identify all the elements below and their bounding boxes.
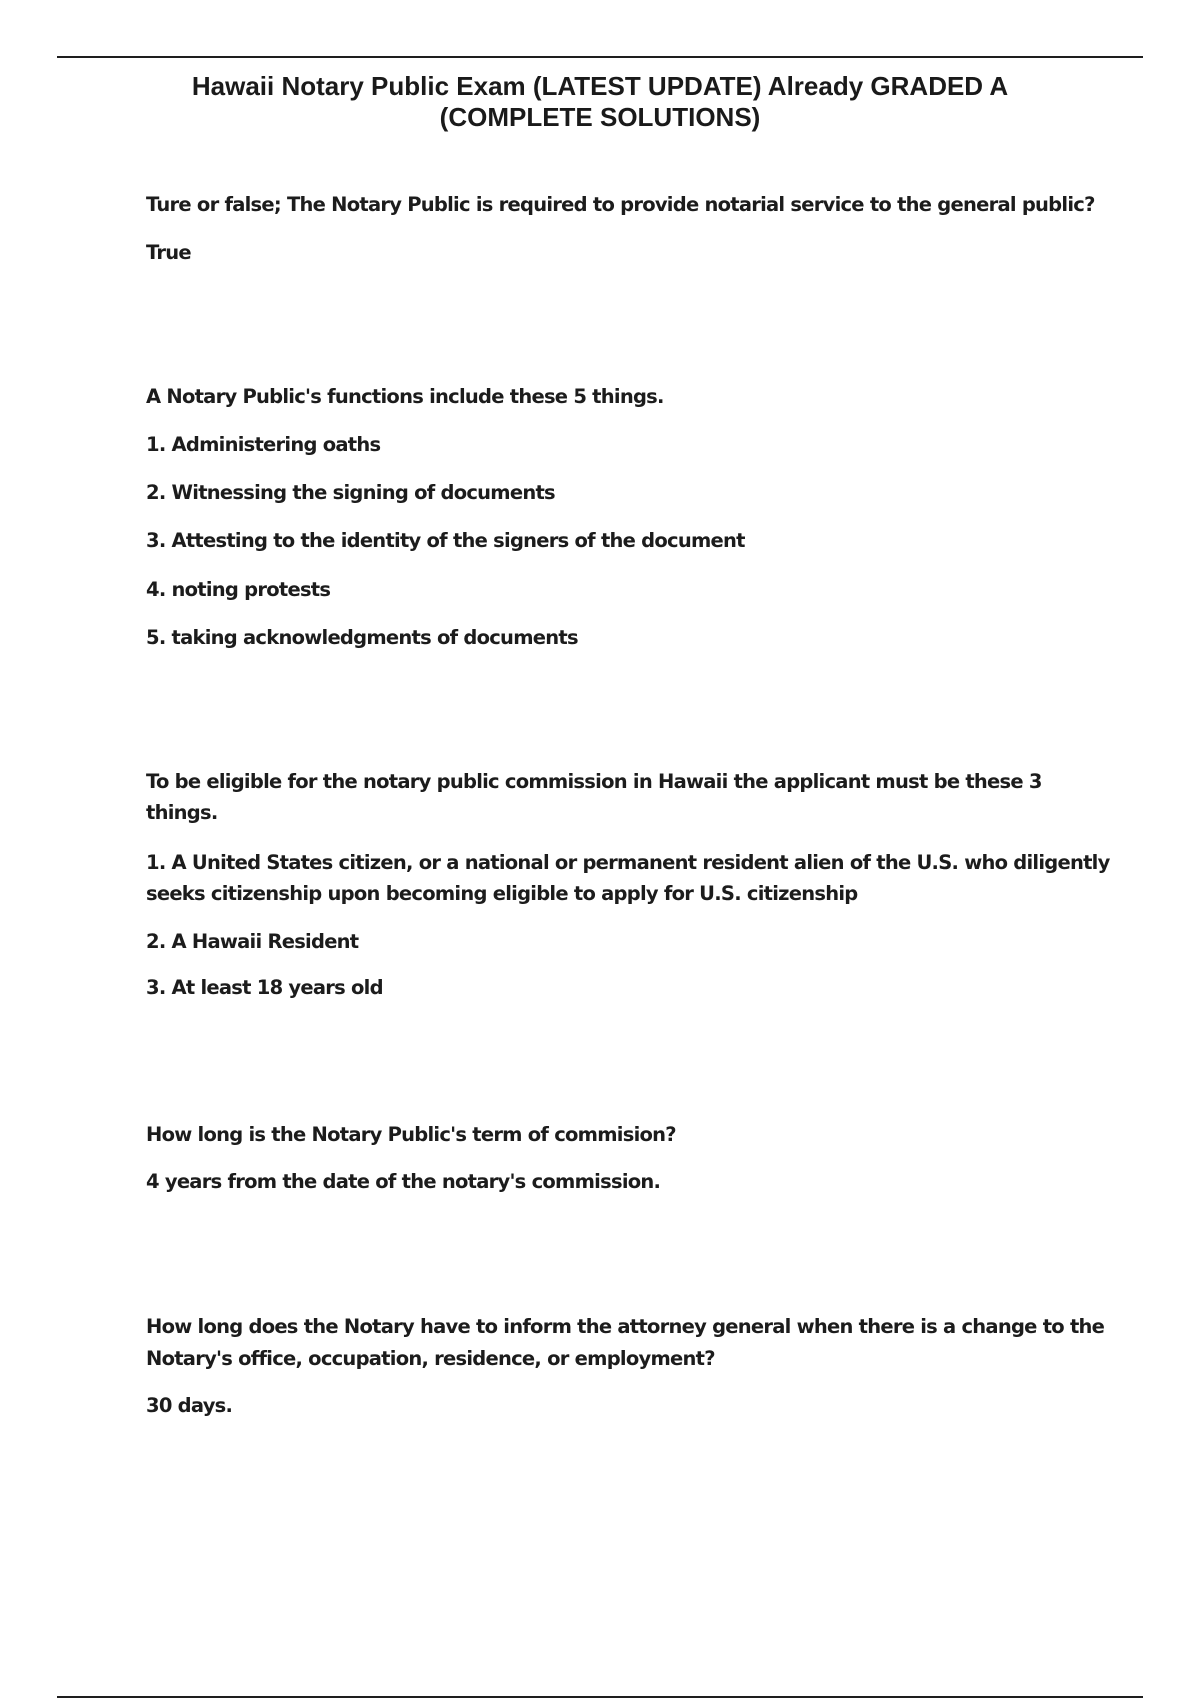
- answer-3-item-3: 3. At least 18 years old: [146, 976, 383, 999]
- answer-3-item-1-line-2: seeks citizenship upon becoming eligible to apply for U.S. citizenship: [146, 882, 858, 905]
- question-3-line-2: things.: [146, 801, 218, 824]
- question-2: A Notary Public's functions include these 5 things.: [146, 385, 664, 408]
- answer-2-item-2: 2. Witnessing the signing of documents: [146, 481, 555, 504]
- document-title: [100, 71, 1100, 133]
- top-rule: [57, 56, 1143, 58]
- question-5-line-2: Notary's office, occupation, residence, or employment?: [146, 1347, 715, 1370]
- question-3-line-1: To be eligible for the notary public commission in Hawaii the applicant must be these 3: [146, 770, 1042, 793]
- answer-3-item-2: 2. A Hawaii Resident: [146, 930, 359, 953]
- answer-2-item-3: 3. Attesting to the identity of the signers of the document: [146, 529, 745, 552]
- answer-3-item-1-line-1: 1. A United States citizen, or a national or permanent resident alien of the U.S. who diligently: [146, 851, 1110, 874]
- question-4: How long is the Notary Public's term of commision?: [146, 1123, 676, 1146]
- question-5-line-1: How long does the Notary have to inform the attorney general when there is a change to the: [146, 1315, 1105, 1338]
- title-line-2: (COMPLETE SOLUTIONS): [439, 102, 761, 132]
- answer-2-item-5: 5. taking acknowledgments of documents: [146, 626, 578, 649]
- bottom-rule: [57, 1696, 1143, 1698]
- answer-1: True: [146, 241, 191, 264]
- answer-5: 30 days.: [146, 1394, 233, 1417]
- answer-4: 4 years from the date of the notary's commission.: [146, 1170, 661, 1193]
- title-line-1: Hawaii Notary Public Exam (LATEST UPDATE) Already GRADED A: [191, 71, 1009, 101]
- answer-2-item-4: 4. noting protests: [146, 578, 331, 601]
- answer-2-item-1: 1. Administering oaths: [146, 433, 381, 456]
- question-1: Ture or false; The Notary Public is required to provide notarial service to the general public?: [146, 193, 1095, 216]
